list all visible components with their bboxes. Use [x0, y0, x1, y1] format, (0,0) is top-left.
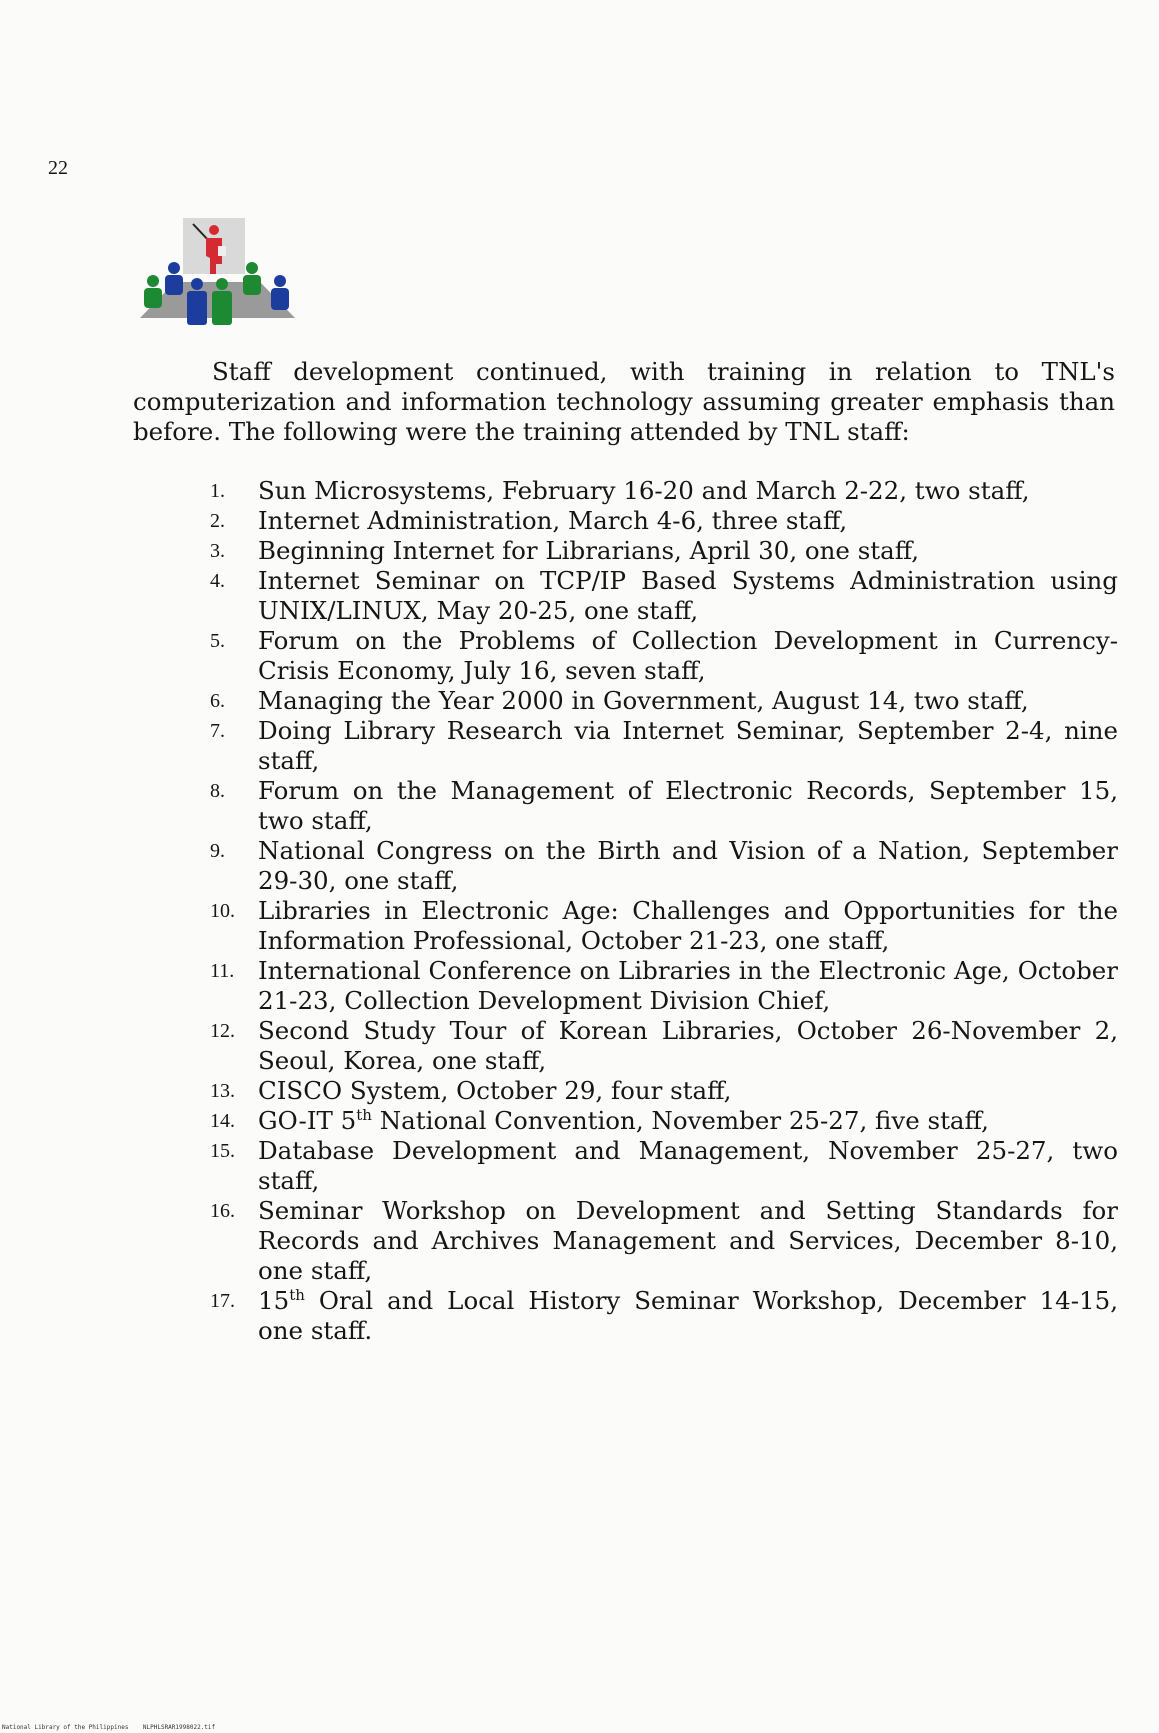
- list-item: [210, 956, 1118, 1016]
- list-item: [210, 776, 1118, 836]
- list-item: [210, 1196, 1118, 1286]
- item-number: 5.: [210, 630, 225, 652]
- item-number: 15.: [210, 1140, 235, 1162]
- item-text: National Congress on the Birth and Vision of a Nation, September 29-30, one staff,: [258, 836, 1118, 895]
- item-number: 11.: [210, 960, 235, 982]
- item-number: 3.: [210, 540, 225, 562]
- training-list: [210, 476, 1118, 1346]
- item-number: 4.: [210, 570, 225, 592]
- item-number: 9.: [210, 840, 225, 862]
- list-item: [210, 1286, 1118, 1346]
- list-item: [210, 626, 1118, 686]
- item-number: 6.: [210, 690, 225, 712]
- item-text-rest: National Convention, November 25-27, five staff,: [371, 1106, 989, 1135]
- item-number: 8.: [210, 780, 225, 802]
- training-class-icon: [140, 218, 295, 326]
- ordinal-suffix: th: [356, 1105, 372, 1124]
- item-number: 12.: [210, 1020, 235, 1042]
- intro-paragraph: Staff development continued, with training in relation to TNL's computerization and information technology assuming greater emphasis than before. The following were the training attended by TNL staff:: [133, 357, 1115, 446]
- item-text-start: 15: [258, 1286, 290, 1315]
- item-text: Forum on the Management of Electronic Records, September 15, two staff,: [258, 776, 1118, 835]
- item-number: 2.: [210, 510, 225, 532]
- item-text: Internet Administration, March 4-6, three staff,: [258, 506, 848, 535]
- page-number: 22: [48, 157, 68, 179]
- item-text: International Conference on Libraries in the Electronic Age, October 21-23, Collection Development Division Chief,: [258, 956, 1118, 1015]
- list-item: [210, 566, 1118, 626]
- item-number: 7.: [210, 720, 225, 742]
- list-item: [210, 716, 1118, 776]
- list-item: [210, 506, 1118, 536]
- item-text: Sun Microsystems, February 16-20 and March 2-22, two staff,: [258, 476, 1030, 505]
- item-text: Database Development and Management, November 25-27, two staff,: [258, 1136, 1118, 1195]
- list-item: [210, 1136, 1118, 1196]
- item-text: Seminar Workshop on Development and Setting Standards for Records and Archives Management and Services, December 8-10, one staff,: [258, 1196, 1118, 1285]
- scan-footer: [2, 1724, 215, 1731]
- item-text: Beginning Internet for Librarians, April 30, one staff,: [258, 536, 920, 565]
- item-number: 13.: [210, 1080, 235, 1102]
- list-item: [210, 896, 1118, 956]
- list-item: [210, 686, 1118, 716]
- item-text: Internet Seminar on TCP/IP Based Systems Administration using UNIX/LINUX, May 20-25, one staff,: [258, 566, 1118, 625]
- item-text: Managing the Year 2000 in Government, August 14, two staff,: [258, 686, 1029, 715]
- item-text: Doing Library Research via Internet Seminar, September 2-4, nine staff,: [258, 716, 1118, 775]
- list-item: [210, 836, 1118, 896]
- item-text: Second Study Tour of Korean Libraries, October 26-November 2, Seoul, Korea, one staff,: [258, 1016, 1118, 1075]
- item-number: 16.: [210, 1200, 235, 1222]
- footer-source: National Library of the Philippines: [2, 1724, 129, 1731]
- ordinal-suffix: th: [289, 1285, 305, 1304]
- item-number: 10.: [210, 900, 235, 922]
- footer-file: NLPHLSRAR1998022.tif: [142, 1724, 216, 1731]
- item-text: [258, 1286, 1118, 1346]
- list-item: [210, 1016, 1118, 1076]
- list-item: [210, 476, 1118, 506]
- item-text: Libraries in Electronic Age: Challenges and Opportunities for the Information Professional, October 21-23, one staff,: [258, 896, 1118, 955]
- item-number: 14.: [210, 1110, 235, 1132]
- list-item: [210, 1076, 1118, 1106]
- item-text-rest: Oral and Local History Seminar Workshop, December 14-15, one staff.: [258, 1286, 1118, 1345]
- item-text-start: GO-IT 5: [258, 1106, 357, 1135]
- item-number: 17.: [210, 1290, 235, 1312]
- item-text: Forum on the Problems of Collection Development in Currency-Crisis Economy, July 16, seven staff,: [258, 626, 1118, 685]
- item-number: 1.: [210, 480, 225, 502]
- list-item: [210, 1106, 1118, 1136]
- item-text: [258, 1106, 1118, 1136]
- list-item: [210, 536, 1118, 566]
- item-text: CISCO System, October 29, four staff,: [258, 1076, 732, 1105]
